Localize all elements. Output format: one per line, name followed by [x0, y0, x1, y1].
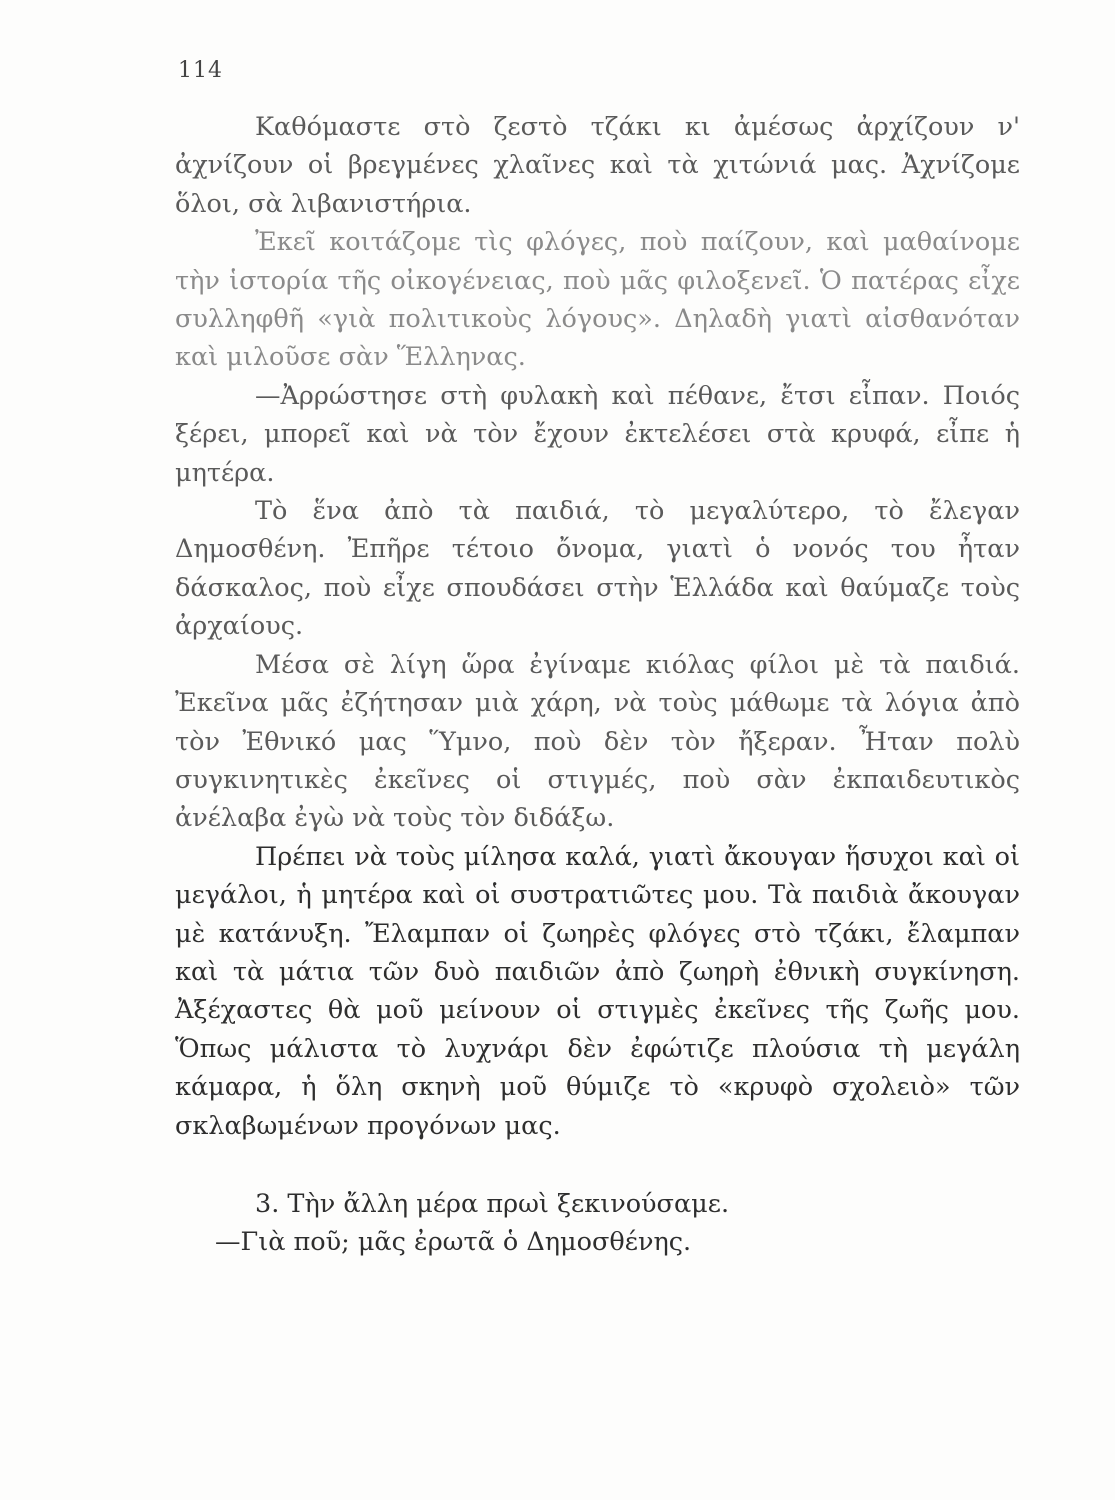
section-heading: 3. Τὴν ἄλλη μέρα πρωὶ ξεκινούσαμε. — [255, 1188, 730, 1219]
page-number: 114 — [178, 58, 223, 83]
paragraph-3: —Ἀρρώστησε στὴ φυλακὴ καὶ πέθανε, ἔτσι εἶπαν. Ποιός ξέρει, μπορεῖ καὶ νὰ τὸν ἔχουν ἐκτελέσει στὰ κρυφά, εἶπε ἡ μητέρα. — [175, 380, 1020, 488]
paragraph-5: Μέσα σὲ λίγη ὥρα ἐγίναμε κιόλας φίλοι μὲ τὰ παιδιά. Ἐκεῖνα μᾶς ἐζήτησαν μιὰ χάρη, νὰ τοὺς μάθωμε τὰ λόγια ἀπὸ τὸν Ἐθνικό μας Ὕμνο, ποὺ δὲν τὸν ἤξεραν. Ἦταν πολὺ συγκινητικὲς ἐκεῖνες οἱ στιγμές, ποὺ σὰν ἐκπαιδευτικὸς ἀνέλαβα ἐγὼ νὰ τοὺς τὸν διδάξω. — [175, 649, 1020, 834]
section-gap — [175, 1145, 1020, 1185]
paragraph-2: Ἐκεῖ κοιτάζομε τὶς φλόγες, ποὺ παίζουν, καὶ μαθαίνομε τὴν ἱστορία τῆς οἰκογένειας, ποὺ μᾶς φιλοξενεῖ. Ὁ πατέρας εἶχε συλληφθῆ «γιὰ πολιτικοὺς λόγους». Δηλαδὴ γιατὶ αἰσθανόταν καὶ μιλοῦσε σὰν Ἕλληνας. — [175, 227, 1020, 373]
paragraph-6: Πρέπει νὰ τοὺς μίλησα καλά, γιατὶ ἄκουγαν ἥσυχοι καὶ οἱ μεγάλοι, ἡ μητέρα καὶ οἱ συστρατιῶτες μου. Τὰ παιδιὰ ἄκουγαν μὲ κατάνυξη. Ἔλαμπαν οἱ ζωηρὲς φλόγες στὸ τζάκι, ἔλαμπαν καὶ τὰ μάτια τῶν δυὸ παιδιῶν ἀπὸ ζωηρὴ ἐθνικὴ συγκίνηση. Ἀξέχαστες θὰ μοῦ μείνουν οἱ στιγμὲς ἐκεῖνες τῆς ζωῆς μου. Ὅπως μάλιστα τὸ λυχνάρι δὲν ἐφώτιζε πλούσια τὴ μεγάλη κάμαρα, ἡ ὅλη σκηνὴ μοῦ θύμιζε τὸ «κρυφὸ σχολειὸ» τῶν σκλαβωμένων προγόνων μας. — [175, 841, 1020, 1141]
dialog-line: —Γιὰ ποῦ; μᾶς ἐρωτᾶ ὁ Δημοσθένης. — [215, 1227, 692, 1258]
paragraph-4: Τὸ ἕνα ἀπὸ τὰ παιδιά, τὸ μεγαλύτερο, τὸ ἔλεγαν Δημοσθένη. Ἐπῆρε τέτοιο ὄνομα, γιατὶ ὁ νονός του ἦταν δάσκαλος, ποὺ εἶχε σπουδάσει στὴν Ἑλλάδα καὶ θαύμαζε τοὺς ἀρχαίους. — [175, 496, 1020, 642]
paragraph-1: Καθόμαστε στὸ ζεστὸ τζάκι κι ἀμέσως ἀρχίζουν ν' ἀχνίζουν οἱ βρεγμένες χλαῖνες καὶ τὰ χιτώνιά μας. Ἀχνίζομε ὅλοι, σὰ λιβανιστήρια. — [175, 112, 1020, 219]
body-text — [175, 108, 1020, 1262]
